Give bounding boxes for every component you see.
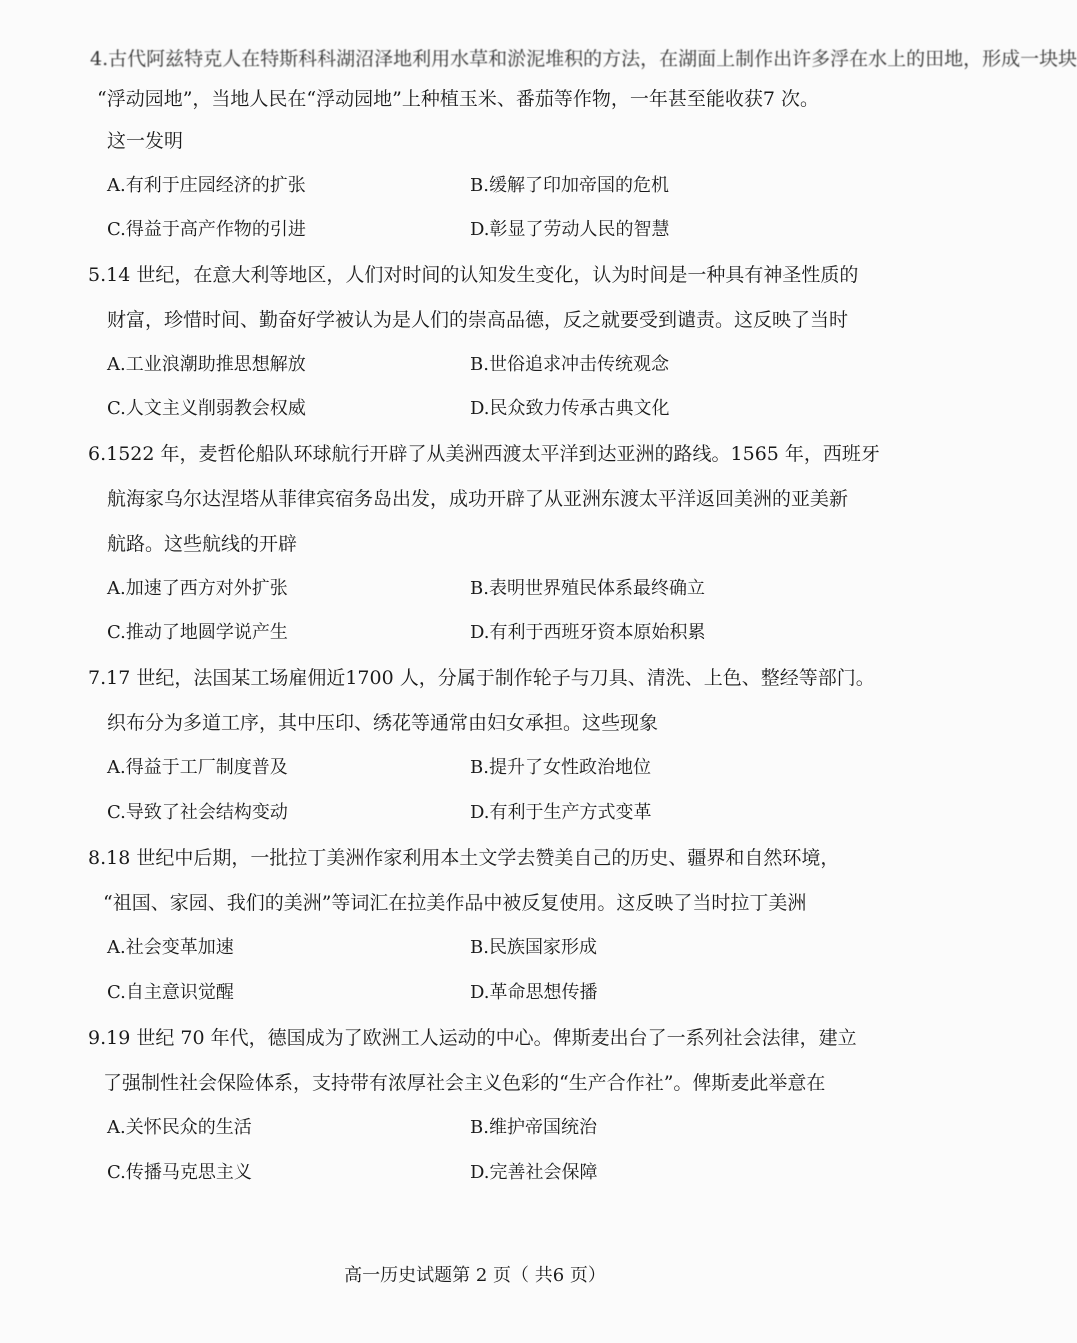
option-c: C.得益于高产作物的引进 (107, 219, 306, 240)
option-a: A.加速了西方对外扩张 (107, 578, 288, 599)
question-stem-line: 9.19 世纪 70 年代，德国成为了欧洲工人运动的中心。俾斯麦出台了一系列社会法律，建立 (88, 1027, 857, 1049)
question-stem-line: 了强制性社会保险体系，支持带有浓厚社会主义色彩的“生产合作社”。俾斯麦此举意在 (103, 1072, 826, 1094)
option-b: B.维护帝国统治 (470, 1117, 597, 1138)
option-b: B.提升了女性政治地位 (470, 757, 651, 778)
question-stem-line: 航海家乌尔达涅塔从菲律宾宿务岛出发，成功开辟了从亚洲东渡太平洋返回美洲的亚美新 (107, 488, 849, 510)
question-stem-line: 航路。这些航线的开辟 (107, 533, 298, 555)
option-d: D.有利于西班牙资本原始积累 (470, 622, 706, 643)
option-a: A.关怀民众的生活 (107, 1117, 252, 1138)
question-stem-line: 6.1522 年，麦哲伦船队环球航行开辟了从美洲西渡太平洋到达亚洲的路线。1565 年，西班牙 (88, 443, 880, 465)
option-a: A.得益于工厂制度普及 (107, 757, 288, 778)
question-stem-line: “祖国、家园、我们的美洲”等词汇在拉美作品中被反复使用。这反映了当时拉丁美洲 (103, 892, 807, 914)
option-a: A.社会变革加速 (107, 937, 234, 958)
option-c: C.传播马克思主义 (107, 1162, 252, 1183)
option-d: D.完善社会保障 (470, 1162, 598, 1183)
question-stem-line: 8.18 世纪中后期，一批拉丁美洲作家利用本土文学去赞美自己的历史、疆界和自然环境， (88, 847, 840, 869)
question-stem-line: 织布分为多道工序，其中压印、绣花等通常由妇女承担。这些现象 (107, 712, 659, 734)
option-b: B.民族国家形成 (470, 937, 597, 958)
option-b: B.表明世界殖民体系最终确立 (470, 578, 705, 599)
cropped-text-line (90, 40, 1077, 70)
option-d: D.彰显了劳动人民的智慧 (470, 219, 670, 240)
question-stem-line: 7.17 世纪，法国某工场雇佣近1700 人，分属于制作轮子与刀具、清洗、上色、整经等部门。 (88, 667, 875, 689)
cropped-text: 4.古代阿兹特克人在特斯科科湖沼泽地利用水草和淤泥堆积的方法，在湖面上制作出许多浮在水上的田地，形成一块块 (90, 48, 1077, 70)
page-footer: 高一历史试题第 2 页（ 共6 页） (344, 1265, 606, 1286)
option-c: C.推动了地圆学说产生 (107, 622, 288, 643)
option-b: B.世俗追求冲击传统观念 (470, 354, 669, 375)
option-d: D.革命思想传播 (470, 982, 598, 1003)
question-stem-line: 5.14 世纪，在意大利等地区，人们对时间的认知发生变化，认为时间是一种具有神圣性质的 (88, 264, 859, 286)
option-d: D.有利于生产方式变革 (470, 802, 652, 823)
option-a: A.有利于庄园经济的扩张 (107, 175, 306, 196)
option-b: B.缓解了印加帝国的危机 (470, 175, 669, 196)
question-stem-line: 这一发明 (107, 130, 184, 152)
option-c: C.自主意识觉醒 (107, 982, 234, 1003)
question-stem-line: 财富，珍惜时间、勤奋好学被认为是人们的崇高品德，反之就要受到谴责。这反映了当时 (107, 309, 849, 331)
option-c: C.导致了社会结构变动 (107, 802, 288, 823)
question-stem-line: “浮动园地”，当地人民在“浮动园地”上种植玉米、番茄等作物，一年甚至能收获7 次。 (97, 88, 819, 110)
option-a: A.工业浪潮助推思想解放 (107, 354, 306, 375)
option-c: C.人文主义削弱教会权威 (107, 398, 306, 419)
option-d: D.民众致力传承古典文化 (470, 398, 670, 419)
